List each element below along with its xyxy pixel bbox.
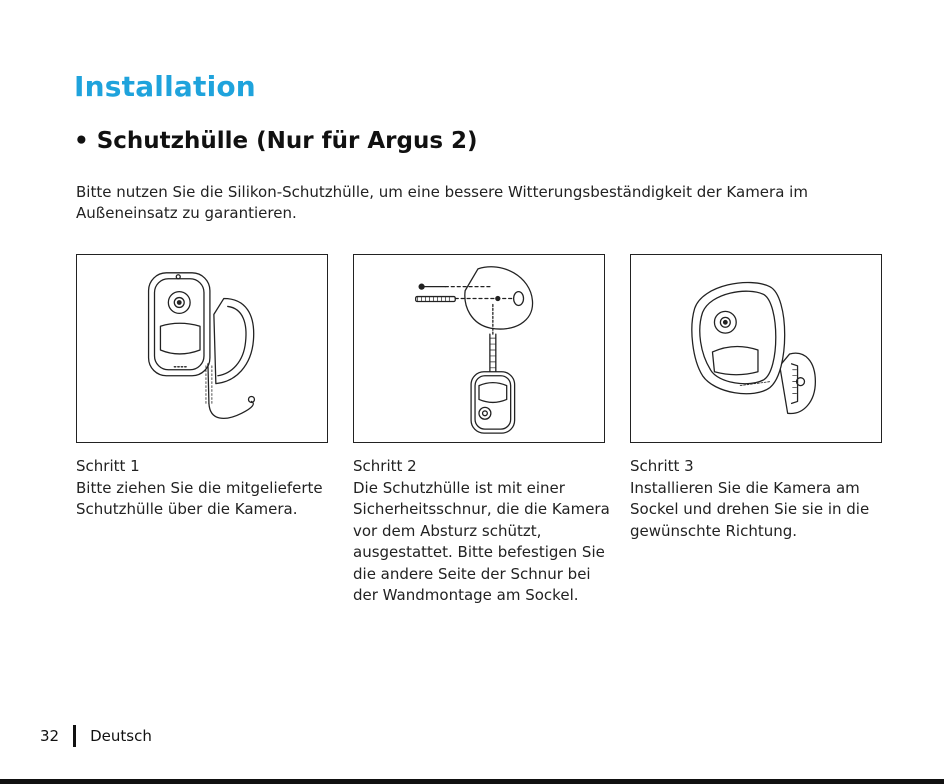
step-1-text: Bitte ziehen Sie die mitgelieferte Schutzhülle über die Kamera. (76, 478, 323, 518)
bottom-border (0, 779, 944, 784)
step-1-illustration (76, 254, 328, 443)
step-3-label: Schritt 3 (630, 457, 694, 475)
section-heading: • Schutzhülle (Nur für Argus 2) (74, 128, 478, 154)
step-1-description (76, 456, 334, 521)
step-2-illustration (353, 254, 605, 443)
step-3-text: Installieren Sie die Kamera am Sockel und drehen Sie sie in die gewünschte Richtung. (630, 478, 870, 540)
footer-language: Deutsch (90, 727, 152, 745)
footer-separator (73, 725, 76, 747)
step-2-label: Schritt 2 (353, 457, 417, 475)
page-number: 32 (40, 727, 60, 745)
step-2-text: Die Schutzhülle ist mit einer Sicherheitsschnur, die die Kamera vor dem Absturz schützt, ausgestattet. Bitte befestigen Sie die andere Seite der Schnur bei der Wandmontage am Sockel. (353, 478, 610, 604)
page-footer (40, 724, 152, 748)
page-title: Installation (74, 70, 256, 103)
step-3-illustration (630, 254, 882, 443)
intro-paragraph: Bitte nutzen Sie die Silikon-Schutzhülle, um eine bessere Witterungsbeständigkeit der Kamera im Außeneinsatz zu garantieren. (76, 183, 808, 222)
step-1-label: Schritt 1 (76, 457, 140, 475)
step-3-description (630, 456, 888, 542)
step-2-description (353, 456, 611, 607)
